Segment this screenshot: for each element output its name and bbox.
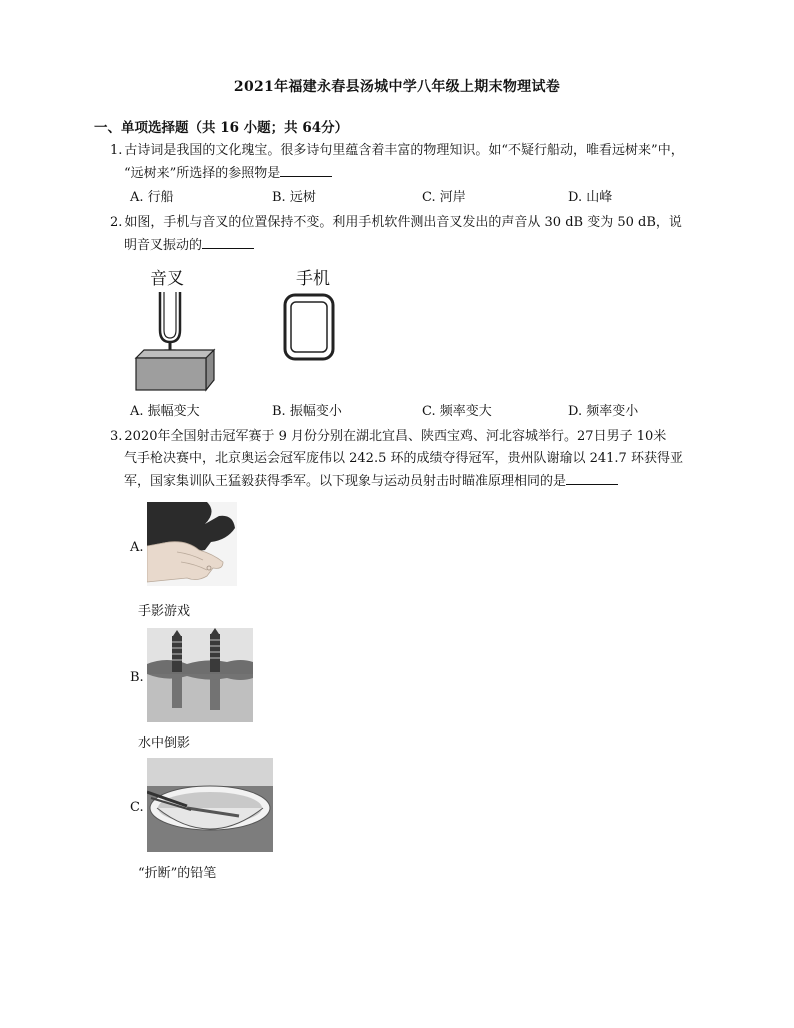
question-3-line-2: 气手枪决赛中，北京奥运会冠军庞伟以 242.5 环的成绩夺得冠军，贵州队谢瑜以 241.7 环获得亚 xyxy=(124,451,683,466)
option-c: C. 河岸 xyxy=(422,190,466,205)
phone-label: 手机 xyxy=(296,269,330,289)
question-2-line-1: 2. 如图，手机与音叉的位置保持不变。利用手机软件测出音叉发出的声音从 30 dB 变为 50 dB，说 xyxy=(110,215,682,230)
question-1-line-2: “远树来”所选择的参照物是 xyxy=(110,162,710,185)
option-d: D. 频率变小 xyxy=(568,404,639,419)
choice-b-letter: B. xyxy=(130,670,144,685)
option-a: A. 行船 xyxy=(130,190,174,205)
tuning-fork-figure xyxy=(126,286,216,392)
choice-c-caption: “折断”的铅笔 xyxy=(138,866,217,881)
question-number: 3. xyxy=(110,429,123,444)
bent-pencil-photo xyxy=(147,758,273,852)
question-number: 2. xyxy=(110,215,123,230)
fork-label: 音叉 xyxy=(150,269,184,289)
question-2-options xyxy=(130,400,690,422)
question-3-line-3: 军，国家集训队王猛毅获得季军。以下现象与运动员射击时瞄准原理相同的是 xyxy=(110,470,720,493)
hand-shadow-photo xyxy=(147,502,237,586)
answer-blank xyxy=(202,234,254,249)
choice-b-caption: 水中倒影 xyxy=(138,736,191,751)
option-b: B. 振幅变小 xyxy=(272,404,342,419)
question-number: 1. xyxy=(110,143,123,158)
option-d: D. 山峰 xyxy=(568,190,613,205)
option-b: B. 远树 xyxy=(272,190,316,205)
choice-c-letter: C. xyxy=(130,800,144,815)
answer-blank xyxy=(566,470,618,485)
question-3 xyxy=(110,426,720,493)
choice-a-caption: 手影游戏 xyxy=(138,604,191,619)
phone-figure xyxy=(282,292,336,362)
question-3-line-1: 3. 2020年全国射击冠军赛于 9 月份分别在湖北宜昌、陕西宝鸡、河北容城举行。27日男子 10米 xyxy=(110,429,667,444)
question-1 xyxy=(110,140,710,185)
exam-title: 2021年福建永春县汤城中学八年级上期末物理试卷 xyxy=(233,79,561,95)
question-1-line-1: 1. 古诗词是我国的文化瑰宝。很多诗句里蕴含着丰富的物理知识。如“不疑行船动，唯看远树来”中， xyxy=(110,143,684,158)
water-reflection-photo xyxy=(147,628,253,722)
question-2-line-2: 明音叉振动的 xyxy=(110,234,710,257)
section-heading: 一、单项选择题（共 16 小题；共 64分） xyxy=(94,120,349,136)
option-c: C. 频率变大 xyxy=(422,404,492,419)
question-2 xyxy=(110,212,710,257)
answer-blank xyxy=(280,162,332,177)
option-a: A. 振幅变大 xyxy=(130,404,200,419)
choice-a-letter: A. xyxy=(130,540,144,555)
question-1-options xyxy=(130,186,690,208)
